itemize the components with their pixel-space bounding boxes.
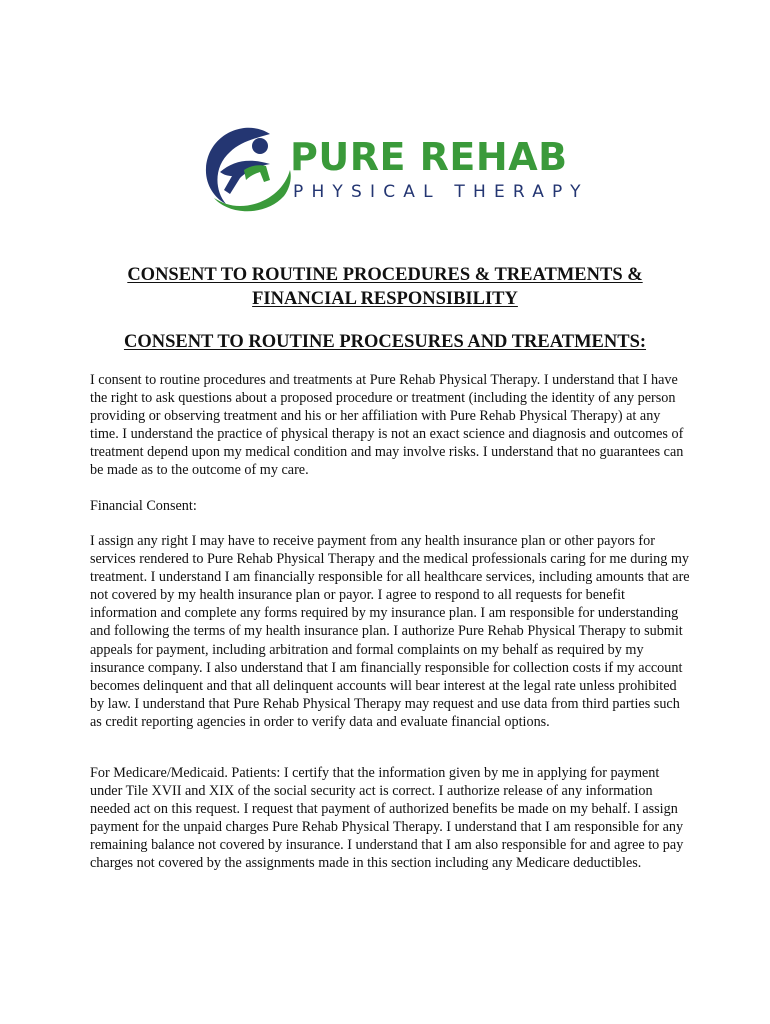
pure-rehab-logo xyxy=(200,120,589,220)
logo-subtitle: PHYSICAL THERAPY xyxy=(293,182,589,202)
title-line-2: FINANCIAL RESPONSIBILITY xyxy=(252,289,518,309)
title-line-1: CONSENT TO ROUTINE PROCEDURES & TREATMENTS & xyxy=(127,265,643,285)
financial-paragraph: I assign any right I may have to receive payment from any health insurance plan or other payors for services rendered to Pure Rehab Physical Therapy and the medical professionals caring for me during my treatment. I understand I am financially responsible for all healthcare services, including amounts that are not covered by my health insurance plan or payor. I agree to respond to all requests for benefit information and complete any forms required by my insurance plan. I am responsible for understanding and following the terms of my health insurance plan. I authorize Pure Rehab Physical Therapy to submit appeals for payment, including arbitration and formal complaints on my behalf as required by my insurance company. I also understand that I am financially responsible for collection costs if my account becomes delinquent and that all delinquent accounts will bear interest at the legal rate unless prohibited by law. I understand that Pure Rehab Physical Therapy may request and use data from third parties such as credit reporting agencies in order to verify data and evaluate financial options. xyxy=(90,533,690,730)
logo-word-rehab: REHAB xyxy=(419,135,568,179)
document-title xyxy=(60,263,710,311)
logo-title xyxy=(290,136,568,178)
section-heading: CONSENT TO ROUTINE PROCESURES AND TREATMENTS: xyxy=(123,332,647,352)
logo-word-pure: PURE xyxy=(290,135,406,179)
runner-swoosh-icon xyxy=(200,120,296,216)
consent-paragraph: I consent to routine procedures and treatments at Pure Rehab Physical Therapy. I understand that I have the right to ask questions about a proposed procedure or treatment (including the identity of any person providing or observing treatment and his or her affiliation with Pure Rehab Physical Therapy) at any time. I understand the practice of physical therapy is not an exact science and diagnosis and outcomes of treatment depend upon my medical condition and may involve risks. I understand that no guarantees can be made as to the outcome of my care. xyxy=(90,372,684,479)
financial-consent-label: Financial Consent: xyxy=(90,498,197,514)
medicare-paragraph: For Medicare/Medicaid. Patients: I certify that the information given by me in applying for payment under Tile XVII and XIX of the social security act is correct. I authorize release of any information needed act on this request. I request that payment of authorized benefits be made on my behalf. I assign payment for the unpaid charges Pure Rehab Physical Therapy. I understand that I am responsible for any remaining balance not covered by insurance. I understand that I am also responsible for and agree to pay charges not covered by the assignments made in this section including any Medicare deductibles. xyxy=(90,765,684,872)
